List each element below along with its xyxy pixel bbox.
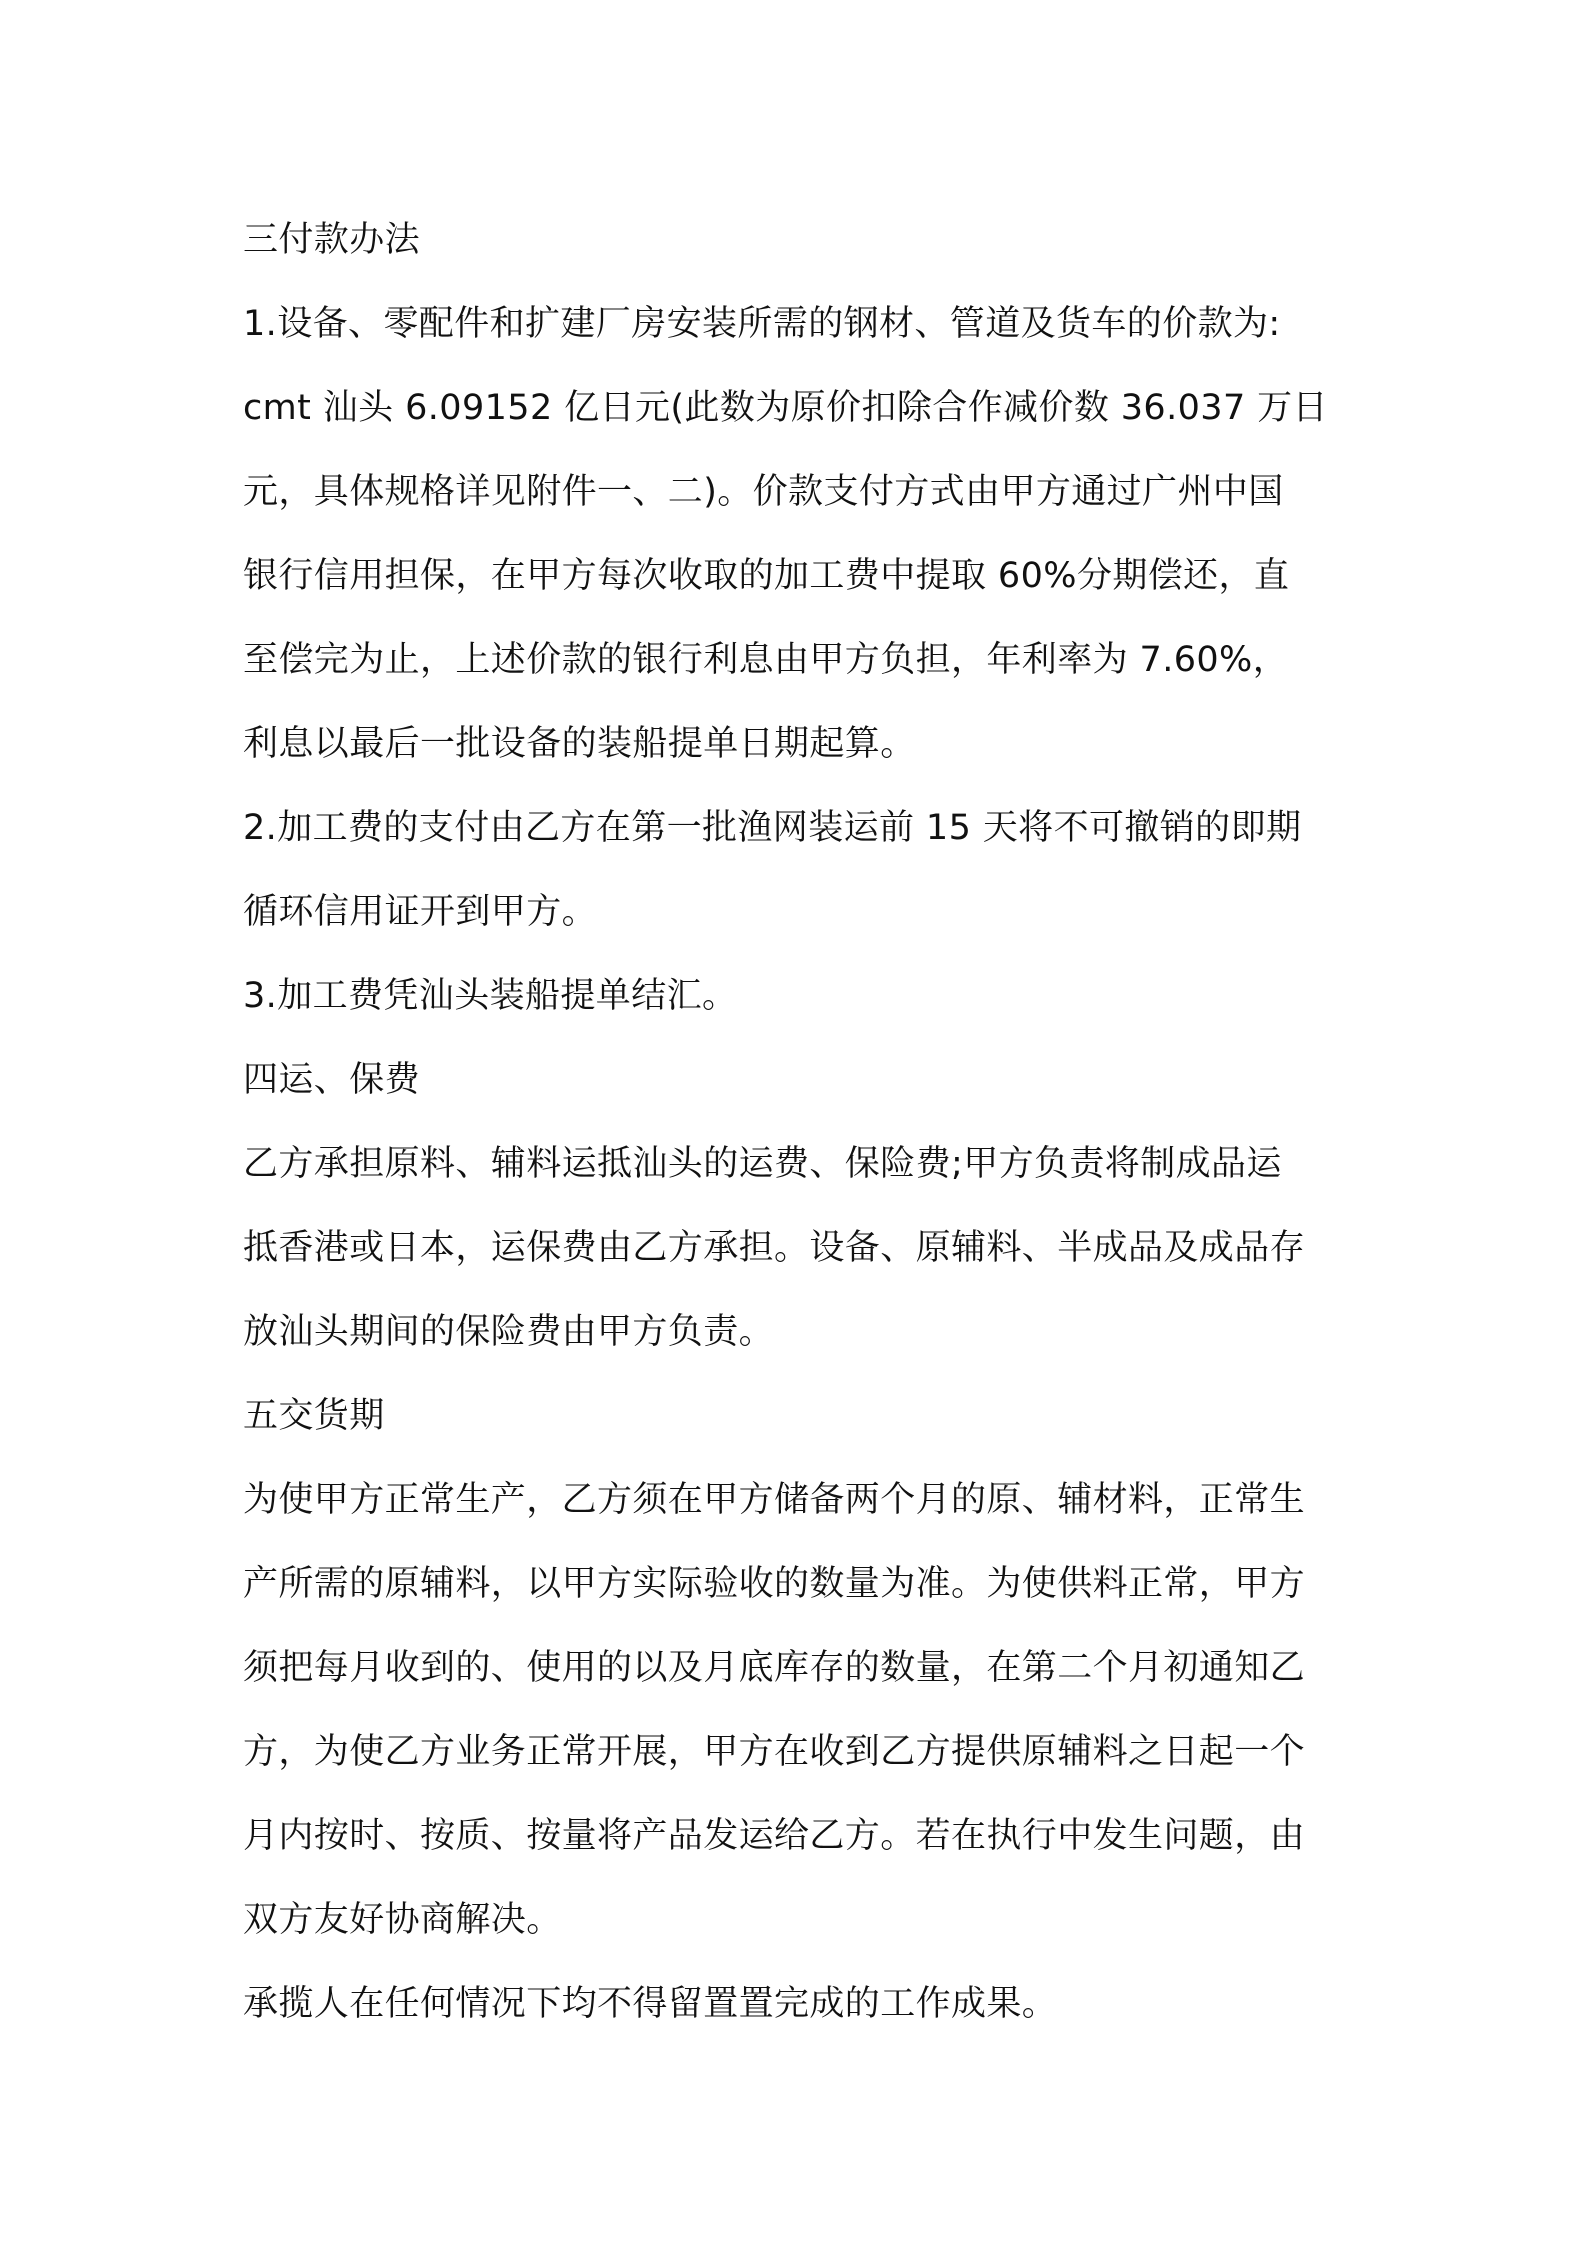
section-heading-payment: 三付款办法 [243, 220, 421, 260]
paragraph-line: 元，具体规格详见附件一、二)。价款支付方式由甲方通过广州中国 [243, 472, 1284, 512]
paragraph-line: cmt 汕头 6.09152 亿日元(此数为原价扣除合作减价数 36.037 万日 [243, 388, 1328, 428]
paragraph-line: 方，为使乙方业务正常开展，甲方在收到乙方提供原辅料之日起一个 [243, 1732, 1306, 1772]
section-heading-transport-insurance: 四运、保费 [243, 1060, 421, 1100]
paragraph-line: 银行信用担保，在甲方每次收取的加工费中提取 60%分期偿还，直 [243, 556, 1290, 596]
paragraph-line: 利息以最后一批设备的装船提单日期起算。 [243, 724, 916, 764]
paragraph-line: 至偿完为止，上述价款的银行利息由甲方负担，年利率为 7.60%， [243, 640, 1289, 680]
closing-statement: 承揽人在任何情况下均不得留置置完成的工作成果。 [243, 1984, 1058, 2024]
document-body [243, 198, 1353, 2046]
paragraph-line: 抵香港或日本，运保费由乙方承担。设备、原辅料、半成品及成品存 [243, 1228, 1306, 1268]
paragraph-line: 放汕头期间的保险费由甲方负责。 [243, 1312, 775, 1352]
paragraph-line: 月内按时、按质、按量将产品发运给乙方。若在执行中发生问题，由 [243, 1816, 1306, 1856]
paragraph-line: 产所需的原辅料，以甲方实际验收的数量为准。为使供料正常，甲方 [243, 1564, 1306, 1604]
paragraph-line: 2.加工费的支付由乙方在第一批渔网装运前 15 天将不可撤销的即期 [243, 808, 1302, 848]
paragraph-line: 1.设备、零配件和扩建厂房安装所需的钢材、管道及货车的价款为: [243, 304, 1281, 344]
paragraph-line: 双方友好协商解决。 [243, 1900, 562, 1940]
paragraph-line: 须把每月收到的、使用的以及月底库存的数量，在第二个月初通知乙 [243, 1648, 1306, 1688]
paragraph-line: 乙方承担原料、辅料运抵汕头的运费、保险费;甲方负责将制成品运 [243, 1144, 1282, 1184]
section-heading-delivery-period: 五交货期 [243, 1396, 385, 1436]
paragraph-line: 3.加工费凭汕头装船提单结汇。 [243, 976, 738, 1016]
paragraph-line: 为使甲方正常生产，乙方须在甲方储备两个月的原、辅材料，正常生 [243, 1480, 1306, 1520]
paragraph-line: 循环信用证开到甲方。 [243, 892, 598, 932]
